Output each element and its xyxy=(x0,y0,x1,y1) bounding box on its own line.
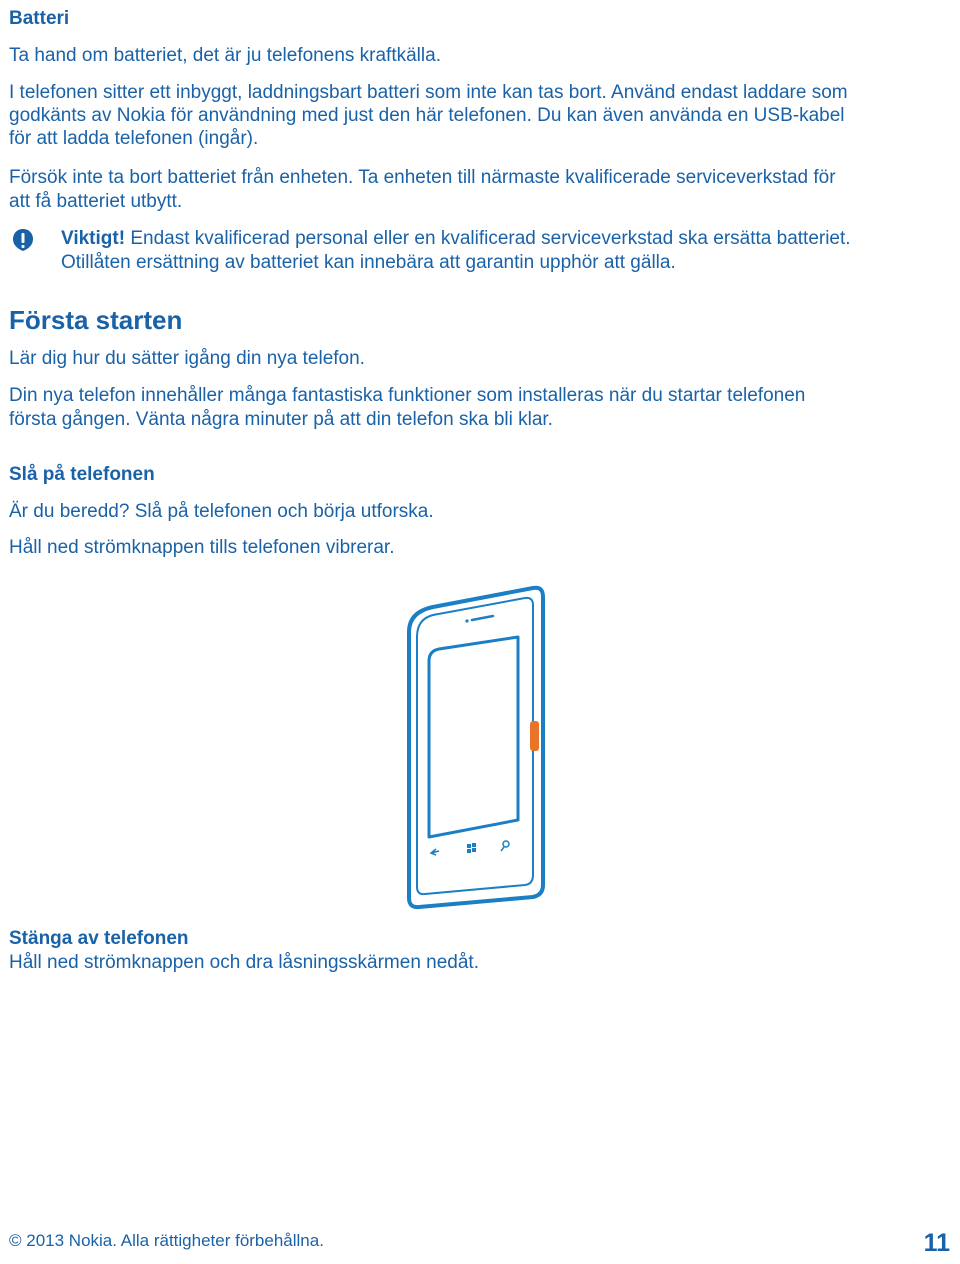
exclamation-icon xyxy=(11,228,35,252)
search-icon xyxy=(501,841,509,851)
power-key xyxy=(530,721,539,751)
batteri-p1-line2: godkänts av Nokia för användning med just den här telefonen. Du kan även använda en USB-kabel xyxy=(9,105,845,126)
batteri-p2-line2: att få batteriet utbytt. xyxy=(9,191,183,212)
windows-icon xyxy=(467,843,476,853)
sla-pa-p1: Är du beredd? Slå på telefonen och börja utforska. xyxy=(9,501,434,522)
phone-illustration xyxy=(405,585,565,910)
section-heading-forsta-starten: Första starten xyxy=(9,305,183,335)
batteri-p2-line1: Försök inte ta bort batteriet från enheten. Ta enheten till närmaste kvalificerade serviceverkstad för xyxy=(9,167,836,188)
forsta-intro: Lär dig hur du sätter igång din nya telefon. xyxy=(9,348,365,369)
section-heading-sla-pa: Slå på telefonen xyxy=(9,464,155,485)
batteri-intro: Ta hand om batteriet, det är ju telefonens kraftkälla. xyxy=(9,45,441,66)
footer-copyright: © 2013 Nokia. Alla rättigheter förbehållna. xyxy=(9,1231,324,1250)
back-icon xyxy=(431,849,439,855)
warning-line1 xyxy=(61,227,851,250)
stanga-av-p1: Håll ned strömknappen och dra låsningsskärmen nedåt. xyxy=(9,952,479,973)
section-heading-batteri: Batteri xyxy=(9,8,70,29)
warning-label: Viktigt! xyxy=(61,228,126,249)
forsta-p1-line1: Din nya telefon innehåller många fantastiska funktioner som installeras när du startar telefonen xyxy=(9,385,806,406)
warning-line2: Otillåten ersättning av batteriet kan innebära att garantin upphör att gälla. xyxy=(61,252,676,273)
batteri-p1-line3: för att ladda telefonen (ingår). xyxy=(9,128,259,149)
sla-pa-p2: Håll ned strömknappen tills telefonen vibrerar. xyxy=(9,537,395,558)
batteri-p1-line1: I telefonen sitter ett inbyggt, laddningsbart batteri som inte kan tas bort. Använd endast laddare som xyxy=(9,82,848,103)
warning-text: Endast kvalificerad personal eller en kvalificerad serviceverkstad ska ersätta batteriet. xyxy=(125,228,851,249)
section-heading-stanga-av: Stänga av telefonen xyxy=(9,928,189,949)
forsta-p1-line2: första gången. Vänta några minuter på att din telefon ska bli klar. xyxy=(9,409,553,430)
page-number: 11 xyxy=(923,1229,950,1257)
